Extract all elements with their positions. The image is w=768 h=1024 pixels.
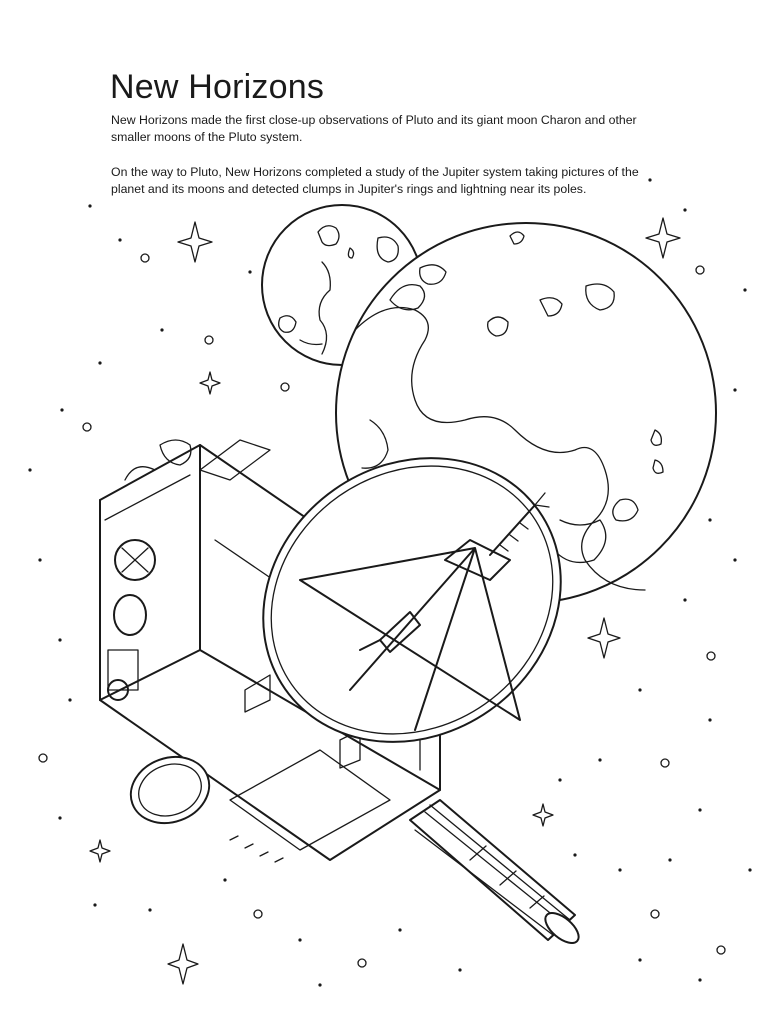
intro-paragraph: New Horizons made the first close-up observations of Pluto and its giant moon Charon and other smaller moons of the Pluto system. xyxy=(111,113,637,144)
star-icon xyxy=(90,840,110,862)
star-icon xyxy=(533,804,553,826)
star-icon xyxy=(178,222,212,262)
jupiter-paragraph: On the way to Pluto, New Horizons completed a study of the Jupiter system taking pictures of the planet and its moons and detected clumps in Jupiter's rings and lightning near its poles. xyxy=(111,165,639,196)
page-title: New Horizons xyxy=(110,68,325,106)
star-icon xyxy=(200,372,220,394)
star-icon xyxy=(588,618,620,658)
star-icon xyxy=(646,218,680,258)
star-icon xyxy=(168,944,198,984)
